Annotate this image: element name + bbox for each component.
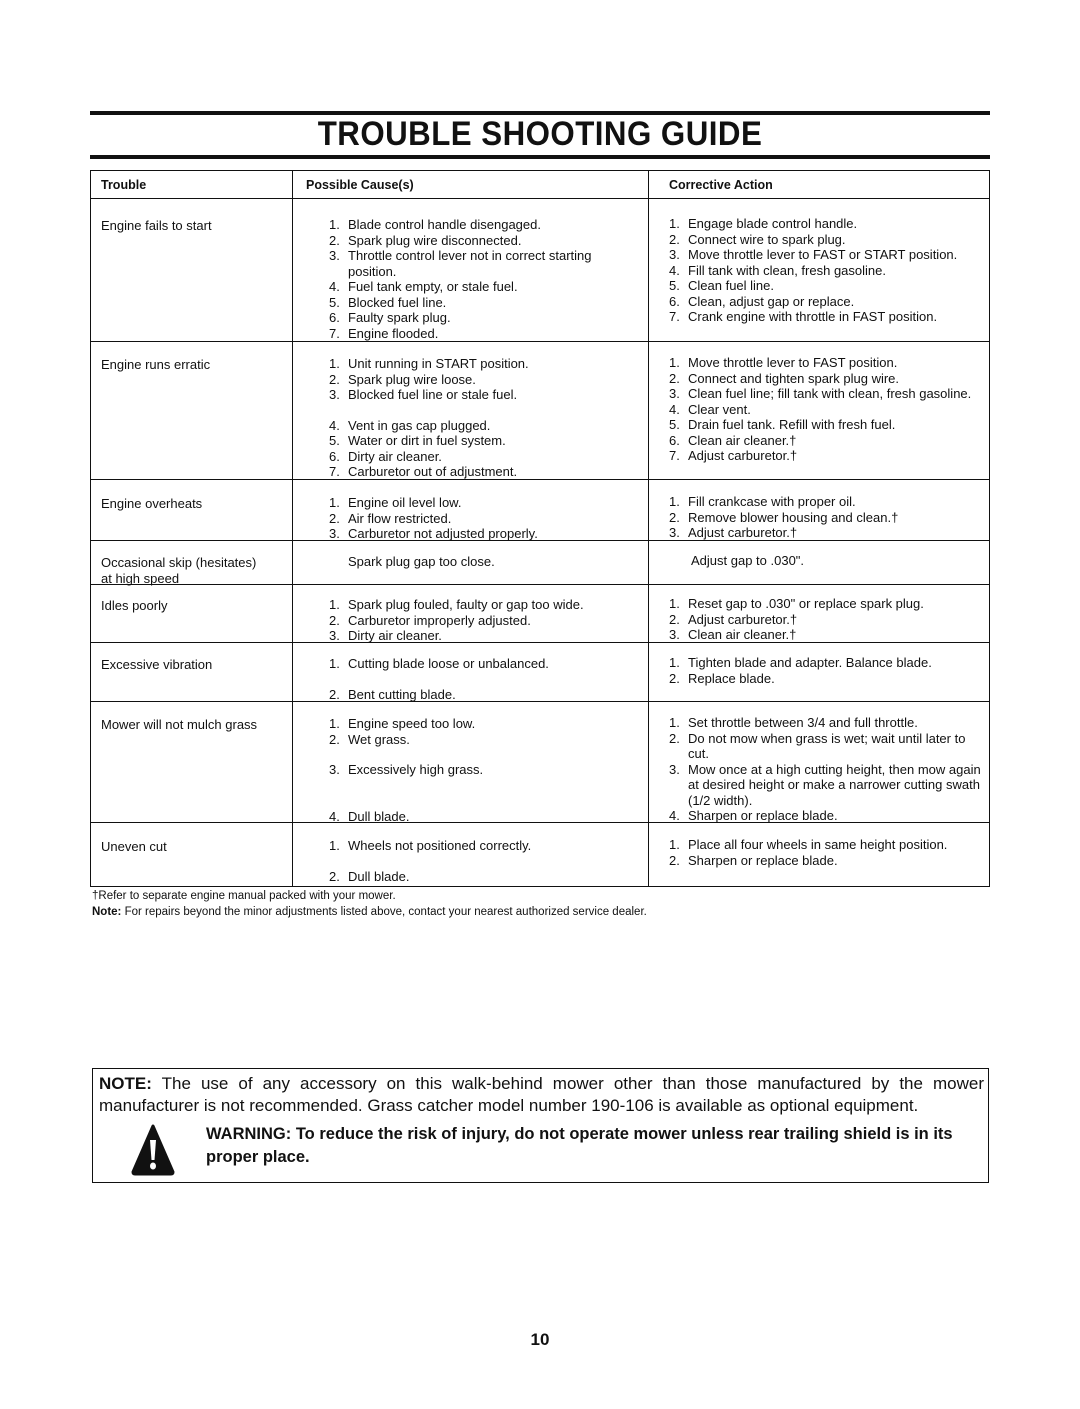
action-item [669, 808, 983, 824]
trouble-cell [91, 342, 293, 479]
service-note-label: Note: [92, 906, 122, 918]
item-number: 3. [329, 387, 340, 402]
cause-item [329, 597, 640, 613]
table-row [91, 479, 989, 540]
item-text: Wet grass. [348, 731, 410, 747]
item-text: Tighten blade and adapter. Balance blade. [688, 655, 932, 670]
action-item [669, 355, 983, 371]
item-text: Adjust carburetor.† [688, 525, 798, 540]
item-number: 2. [329, 868, 340, 884]
action-item [669, 216, 983, 232]
action-item [669, 232, 983, 248]
service-note [92, 906, 647, 918]
item-text: Blocked fuel line. [348, 294, 447, 310]
item-text: Dull blade. [348, 868, 410, 884]
item-number: 1. [669, 837, 680, 852]
item-text: Adjust carburetor.† [688, 611, 798, 627]
action-item [669, 402, 983, 418]
item-text: Place all four wheels in same height position. [688, 837, 948, 852]
item-text: Spark plug fouled, faulty or gap too wide. [348, 597, 584, 612]
table-header [91, 171, 989, 198]
item-text: Water or dirt in fuel system. [348, 433, 506, 448]
actions-cell [649, 823, 989, 886]
item-number: 3. [669, 627, 680, 642]
item-number: 3. [329, 526, 340, 541]
action-item [669, 494, 983, 510]
action-item [669, 627, 983, 643]
item-number: 2. [669, 852, 680, 868]
item-text: Clear vent. [688, 401, 751, 417]
cause-item [329, 295, 640, 311]
item-number: 6. [669, 293, 680, 309]
item-text: Engage blade control handle. [688, 216, 858, 231]
trouble-cell [91, 823, 293, 886]
item-text: Bent cutting blade. [348, 686, 456, 702]
title-bottom-rule [90, 155, 990, 159]
footnote: †Refer to separate engine manual packed with your mower. [92, 890, 396, 902]
item-number: 4. [329, 808, 340, 824]
item-text: Faulty spark plug. [348, 310, 451, 325]
table-row [91, 540, 989, 584]
action-item [669, 386, 983, 402]
item-number: 1. [329, 716, 340, 731]
action-item [669, 596, 983, 612]
action-item [669, 525, 983, 541]
item-text: Throttle control lever not in correct starting position. [348, 248, 592, 279]
item-number: 7. [329, 464, 340, 479]
item-text: Fill crankcase with proper oil. [688, 494, 856, 509]
action-item [669, 715, 983, 731]
item-number: 1. [669, 494, 680, 509]
cause-item [329, 762, 640, 778]
item-text: Spark plug wire disconnected. [348, 232, 522, 248]
table-row [91, 341, 989, 479]
warning-text: WARNING: To reduce the risk of injury, do not operate mower unless rear trailing shield is in its proper place. [206, 1125, 953, 1166]
accessory-note [99, 1073, 984, 1117]
item-number: 2. [329, 686, 340, 702]
item-text: Remove blower housing and clean.† [688, 509, 899, 525]
action-item [669, 247, 983, 263]
item-text: Adjust gap to .030". [691, 553, 805, 568]
item-number: 5. [669, 417, 680, 432]
action-item [669, 294, 983, 310]
item-text: Replace blade. [688, 670, 775, 686]
item-text: Fuel tank empty, or stale fuel. [348, 279, 518, 294]
item-text: Engine speed too low. [348, 716, 476, 731]
item-text: Fill tank with clean, fresh gasoline. [688, 262, 886, 278]
cause-item [329, 248, 640, 279]
action-item [669, 510, 983, 526]
item-text: Crank engine with throttle in FAST position. [688, 309, 938, 324]
item-number: 6. [669, 432, 680, 448]
action-item [691, 553, 983, 569]
cause-item [329, 217, 640, 233]
item-text: Unit running in START position. [348, 356, 529, 371]
item-text: Blade control handle disengaged. [348, 217, 541, 232]
actions-cell [649, 541, 989, 584]
item-text: Engine oil level low. [348, 495, 462, 510]
item-number: 3. [669, 386, 680, 401]
actions-cell [649, 643, 989, 701]
item-text: Dull blade. [348, 808, 410, 824]
item-number: 3. [669, 247, 680, 262]
actions-cell [649, 342, 989, 479]
item-text: Spark plug gap too close. [348, 554, 495, 569]
item-text: Wheels not positioned correctly. [348, 838, 532, 853]
item-text: Set throttle between 3/4 and full throttle. [688, 715, 918, 730]
warning-triangle-icon [131, 1124, 175, 1176]
item-text: Blocked fuel line or stale fuel. [348, 387, 518, 402]
cause-item [329, 809, 640, 825]
item-number: 1. [329, 356, 340, 371]
cause-item [329, 233, 640, 249]
item-number: 1. [329, 838, 340, 853]
trouble-text: Occasional skip (hesitates) at high speed [101, 555, 257, 586]
item-number: 3. [669, 525, 680, 540]
trouble-cell [91, 643, 293, 701]
item-text: Sharpen or replace blade. [688, 808, 838, 823]
item-number: 5. [329, 433, 340, 448]
action-item [669, 448, 983, 464]
header-trouble: Trouble [91, 171, 293, 198]
item-number: 2. [329, 510, 340, 526]
item-number: 1. [669, 596, 680, 611]
item-text: Reset gap to .030" or replace spark plug. [688, 596, 924, 611]
trouble-cell [91, 585, 293, 642]
cause-item [329, 310, 640, 326]
action-item [669, 371, 983, 387]
item-text: Excessively high grass. [348, 762, 484, 777]
actions-cell [649, 585, 989, 642]
item-number: 4. [329, 279, 340, 294]
table-row [91, 822, 989, 886]
causes-cell [293, 823, 649, 886]
item-number: 1. [329, 217, 340, 232]
table-row [91, 198, 989, 341]
item-number: 3. [669, 761, 680, 777]
item-text: Do not mow when grass is wet; wait until later to cut. [688, 730, 966, 761]
page-title: TROUBLE SHOOTING GUIDE [317, 115, 763, 153]
item-text: Connect wire to spark plug. [688, 231, 846, 247]
trouble-cell [91, 480, 293, 540]
service-note-text: For repairs beyond the minor adjustments listed above, contact your nearest authorized service dealer. [121, 906, 647, 918]
action-item [669, 417, 983, 433]
action-item [669, 853, 983, 869]
item-number: 4. [329, 417, 340, 433]
cause-item [329, 372, 640, 388]
cause-item [329, 732, 640, 748]
cause-item [329, 628, 640, 644]
item-text: Carburetor not adjusted properly. [348, 526, 538, 541]
item-text: Cutting blade loose or unbalanced. [348, 656, 549, 671]
item-text: Adjust carburetor.† [688, 448, 798, 463]
item-number: 2. [669, 370, 680, 386]
causes-cell [293, 702, 649, 822]
trouble-cell [91, 541, 293, 584]
item-number: 3. [329, 762, 340, 777]
action-item [669, 671, 983, 687]
cause-item [329, 464, 640, 480]
notice-box [92, 1068, 989, 1183]
item-text: Dirty air cleaner. [348, 628, 442, 643]
table-row [91, 642, 989, 701]
table-row [91, 584, 989, 642]
item-number: 1. [329, 656, 340, 671]
item-number: 2. [669, 730, 680, 746]
cause-item [329, 613, 640, 629]
action-item [669, 837, 983, 853]
item-text: Move throttle lever to FAST position. [688, 355, 898, 370]
item-number: 1. [329, 495, 340, 510]
item-text: Sharpen or replace blade. [688, 852, 838, 868]
action-item [669, 309, 983, 325]
item-text: Connect and tighten spark plug wire. [688, 370, 900, 386]
item-number: 2. [329, 232, 340, 248]
cause-item [329, 433, 640, 449]
trouble-text: Excessive vibration [101, 657, 213, 672]
cause-item [329, 869, 640, 885]
item-number: 7. [669, 448, 680, 463]
cause-item [329, 511, 640, 527]
item-number: 7. [669, 309, 680, 324]
trouble-text: Engine runs erratic [101, 357, 211, 372]
cause-item [329, 387, 640, 403]
accessory-note-text: The use of any accessory on this walk-behind mower other than those manufactured by the mower manufacturer is not recommended. Grass catcher model number 190-106 is available as optional equipment. [99, 1074, 984, 1115]
item-number: 2. [669, 611, 680, 627]
action-item [669, 433, 983, 449]
item-text: Mow once at a high cutting height, then mow again at desired height or make a narrower cutting swath (1/2 width). [688, 761, 981, 808]
trouble-text: Idles poorly [101, 598, 168, 613]
actions-cell [649, 702, 989, 822]
action-item [669, 731, 983, 762]
trouble-cell [91, 199, 293, 341]
item-number: 5. [669, 278, 680, 293]
item-text: Clean fuel line; fill tank with clean, fresh gasoline. [688, 386, 972, 401]
item-number: 3. [329, 628, 340, 643]
item-number: 2. [329, 612, 340, 628]
item-text: Dirty air cleaner. [348, 448, 442, 464]
trouble-text: Uneven cut [101, 839, 167, 854]
item-number: 4. [669, 808, 680, 823]
item-number: 4. [669, 262, 680, 278]
item-number: 6. [329, 310, 340, 325]
item-number: 1. [669, 216, 680, 231]
cause-item [329, 656, 640, 672]
item-number: 1. [669, 655, 680, 670]
accessory-note-label: NOTE: [99, 1074, 152, 1093]
item-number: 6. [329, 448, 340, 464]
trouble-shooting-table [90, 170, 990, 887]
item-text: Clean air cleaner.† [688, 627, 797, 642]
item-text: Spark plug wire loose. [348, 371, 476, 387]
item-text: Vent in gas cap plugged. [348, 417, 491, 433]
item-number: 2. [669, 670, 680, 686]
action-item [669, 762, 983, 809]
trouble-text: Engine overheats [101, 496, 203, 511]
cause-item [329, 526, 640, 542]
cause-item [329, 418, 640, 434]
trouble-text: Mower will not mulch grass [101, 717, 258, 732]
item-number: 1. [329, 597, 340, 612]
action-item [669, 278, 983, 294]
item-text: Carburetor out of adjustment. [348, 464, 518, 479]
item-number: 7. [329, 325, 340, 341]
causes-cell [293, 643, 649, 701]
cause-item [329, 687, 640, 703]
item-text: Carburetor improperly adjusted. [348, 612, 531, 628]
actions-cell [649, 480, 989, 540]
cause-item [348, 554, 640, 570]
item-number: 3. [329, 248, 340, 263]
item-text: Move throttle lever to FAST or START position. [688, 247, 958, 262]
cause-item [329, 449, 640, 465]
actions-cell [649, 199, 989, 341]
item-text: Engine flooded. [348, 325, 439, 341]
table-row [91, 701, 989, 822]
action-item [669, 263, 983, 279]
causes-cell [293, 199, 649, 341]
item-text: Clean fuel line. [688, 278, 774, 293]
item-number: 1. [669, 355, 680, 370]
causes-cell [293, 342, 649, 479]
item-number: 2. [329, 371, 340, 387]
item-number: 2. [329, 731, 340, 747]
trouble-text: Engine fails to start [101, 218, 212, 233]
item-number: 5. [329, 294, 340, 310]
cause-item [329, 279, 640, 295]
causes-cell [293, 585, 649, 642]
header-causes: Possible Cause(s) [293, 171, 649, 198]
cause-item [329, 716, 640, 732]
item-number: 2. [669, 509, 680, 525]
item-text: Air flow restricted. [348, 510, 452, 526]
cause-item [329, 356, 640, 372]
item-number: 1. [669, 715, 680, 730]
cause-item [329, 495, 640, 511]
action-item [669, 655, 983, 671]
trouble-cell [91, 702, 293, 822]
item-number: 4. [669, 401, 680, 417]
header-actions: Corrective Action [669, 178, 773, 192]
cause-item [329, 838, 640, 854]
item-text: Clean, adjust gap or replace. [688, 293, 855, 309]
causes-cell [293, 541, 649, 584]
item-text: Drain fuel tank. Refill with fresh fuel. [688, 417, 896, 432]
cause-item [329, 326, 640, 342]
action-item [669, 612, 983, 628]
page-number: 10 [530, 1330, 550, 1349]
item-text: Clean air cleaner.† [688, 432, 797, 448]
causes-cell [293, 480, 649, 540]
item-number: 2. [669, 231, 680, 247]
